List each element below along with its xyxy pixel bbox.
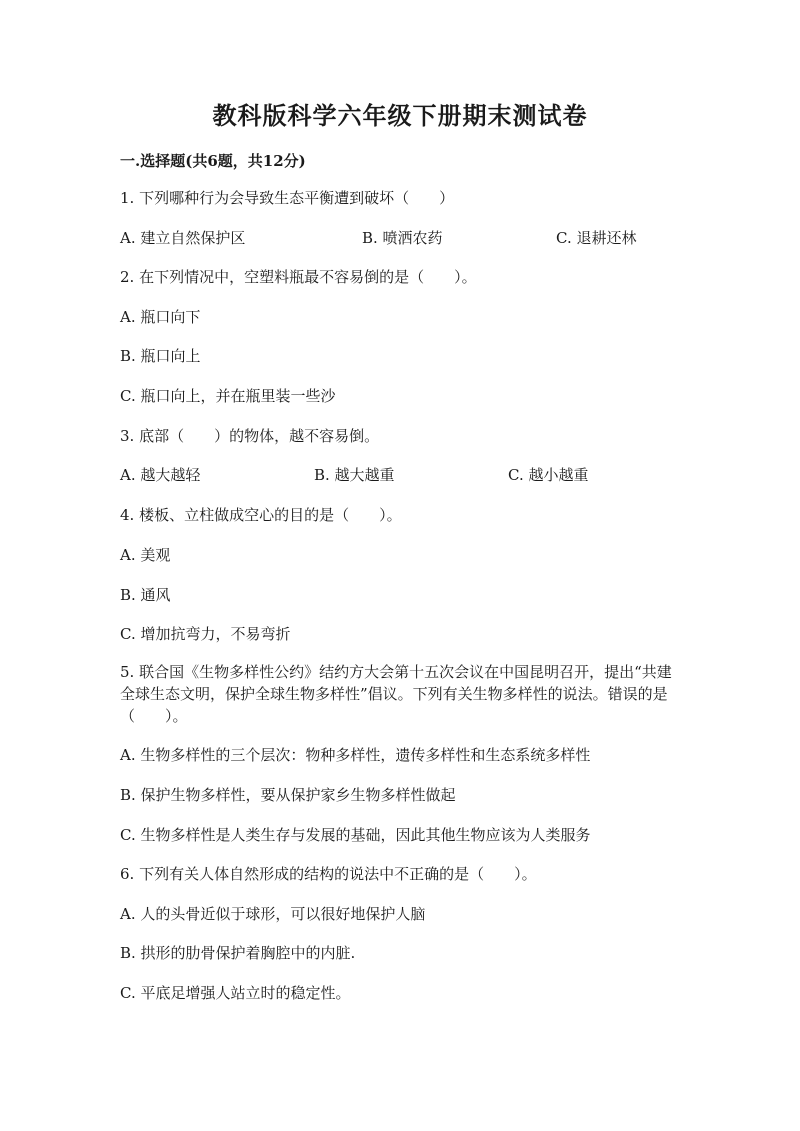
question-4-option-b: B. 通风 [120, 586, 171, 604]
question-5-option-a: A. 生物多样性的三个层次：物种多样性，遗传多样性和生态系统多样性 [120, 746, 591, 764]
question-2-stem: 2. 在下列情况中，空塑料瓶最不容易倒的是（ ）。 [120, 268, 477, 286]
question-3-stem: 3. 底部（ ）的物体，越不容易倒。 [120, 427, 380, 445]
question-6-stem: 6. 下列有关人体自然形成的结构的说法中不正确的是（ ）。 [120, 865, 537, 883]
section-heading: 一.选择题(共6题，共12分) [120, 152, 306, 170]
question-3-option-a: A. 越大越轻 [120, 466, 201, 484]
question-4-stem: 4. 楼板、立柱做成空心的目的是（ ）。 [120, 506, 402, 524]
question-2-option-c: C. 瓶口向上，并在瓶里装一些沙 [120, 387, 336, 405]
question-2-option-b: B. 瓶口向上 [120, 347, 201, 365]
question-5-option-b: B. 保护生物多样性，要从保护家乡生物多样性做起 [120, 786, 456, 804]
question-6-option-b: B. 拱形的肋骨保护着胸腔中的内脏. [120, 944, 356, 962]
question-2-option-a: A. 瓶口向下 [120, 308, 201, 326]
question-3-option-b: B. 越大越重 [314, 466, 395, 484]
question-1-option-c: C. 退耕还林 [556, 229, 637, 247]
question-5-stem: 5. 联合国《生物多样性公约》结约方大会第十五次会议在中国昆明召开，提出“共建全球生态文明，保护全球生物多样性”倡议。下列有关生物多样性的说法。错误的是（ ）。 [120, 663, 672, 725]
question-4-option-c: C. 增加抗弯力，不易弯折 [120, 625, 291, 643]
question-1-option-a: A. 建立自然保护区 [120, 229, 246, 247]
question-6-option-c: C. 平底足增强人站立时的稳定性。 [120, 984, 351, 1002]
question-6-option-a: A. 人的头骨近似于球形，可以很好地保护人脑 [120, 905, 426, 923]
question-4-option-a: A. 美观 [120, 546, 171, 564]
question-5-option-c: C. 生物多样性是人类生存与发展的基础，因此其他生物应该为人类服务 [120, 826, 591, 844]
question-1-option-b: B. 喷洒农药 [362, 229, 443, 247]
page-title: 教科版科学六年级下册期末测试卷 [212, 101, 588, 130]
question-1-stem: 1. 下列哪种行为会导致生态平衡遭到破坏（ ） [120, 189, 455, 207]
question-3-option-c: C. 越小越重 [508, 466, 589, 484]
